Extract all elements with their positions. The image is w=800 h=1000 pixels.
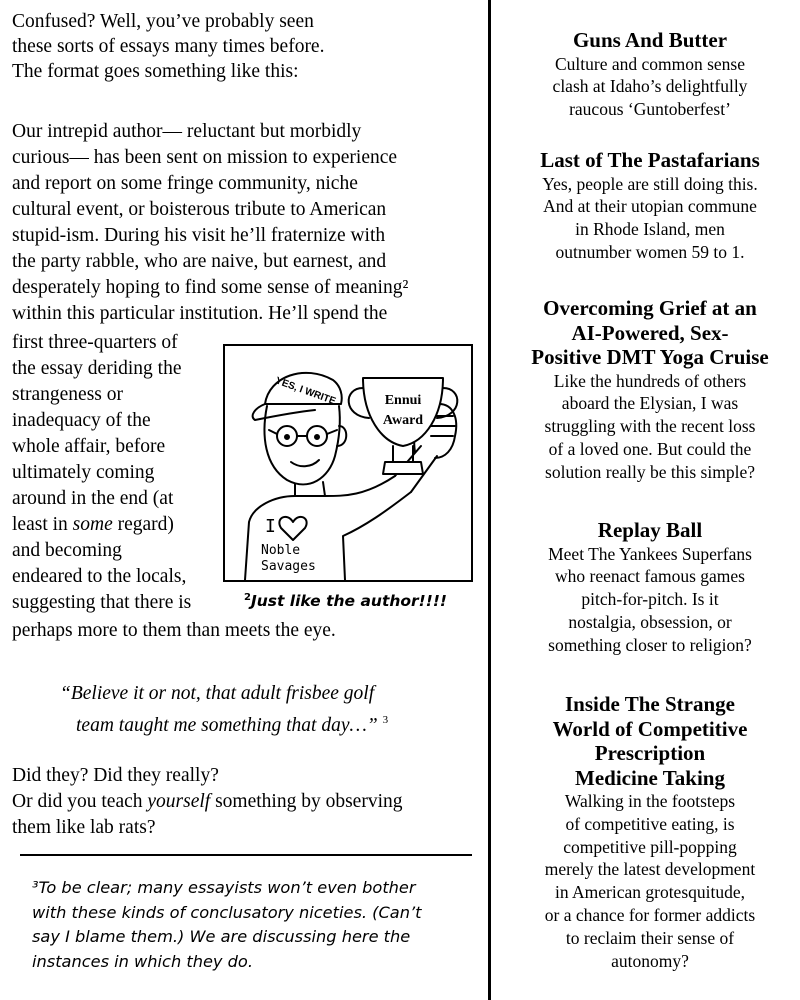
para2-narrow-8: [12, 513, 174, 538]
para2-line4: cultural event, or boisterous tribute to American: [12, 199, 387, 220]
article-desc-line: clash at Idaho’s delightfully: [552, 76, 748, 97]
article-desc-line: outnumber women 59 to 1.: [555, 241, 745, 262]
article-desc-line: struggling with the recent loss: [544, 416, 756, 437]
footnote-line1: ³To be clear; many essayists won’t even bother: [32, 878, 416, 897]
article-desc-line: in Rhode Island, men: [575, 219, 725, 240]
hat-text: YES, I WRITE: [273, 375, 338, 408]
article-desc-line: or a chance for former addicts: [544, 904, 756, 925]
article-title-line[interactable]: World of Competitive: [552, 716, 748, 741]
shirt-text-2: Noble: [261, 543, 301, 558]
trophy-text-2: Award: [382, 413, 424, 428]
column-divider: [488, 0, 491, 1000]
article-desc-line: competitive pill-popping: [563, 836, 737, 857]
article-title[interactable]: Last of The Pastafarians: [540, 148, 760, 172]
trophy-text-1: Ennui: [384, 393, 422, 408]
article-title-line[interactable]: Positive DMT Yoga Cruise: [531, 345, 769, 369]
article-desc-line: Yes, people are still doing this.: [542, 173, 758, 194]
shirt-text-1: I: [265, 516, 276, 537]
article-title-line[interactable]: Overcoming Grief at an: [543, 296, 757, 320]
para2-line2: curious— has been sent on mission to experience: [12, 147, 398, 168]
article-desc-line: nostalgia, obsession, or: [568, 611, 732, 632]
article-replay-ball[interactable]: [500, 518, 800, 656]
quote-footnote-marker: 3: [382, 714, 389, 726]
article-title[interactable]: Guns And Butter: [572, 28, 728, 52]
para2-line1: Our intrepid author— reluctant but morbidly: [12, 121, 362, 142]
article-guns-and-butter[interactable]: [500, 28, 800, 121]
article-desc-line: something closer to religion?: [548, 634, 752, 655]
article-desc-line: of a loved one. But could the: [548, 438, 752, 459]
article-desc-line: in American grotesquitude,: [554, 882, 746, 903]
narrow-8-emphasis: some: [72, 514, 113, 535]
para2-narrow-5: whole affair, before: [12, 436, 166, 457]
article-desc-line: to reclaim their sense of: [565, 927, 735, 948]
quote-line1: “Believe it or not, that adult frisbee golf: [60, 683, 375, 704]
para2-narrow-3: strangeness or: [12, 384, 124, 405]
footnote-3: [32, 876, 472, 974]
para2-line7: desperately hoping to find some sense of meaning²: [12, 277, 409, 298]
para2-narrow-4: inadequacy of the: [12, 410, 151, 431]
article-overcoming-grief[interactable]: [500, 296, 800, 483]
article-desc-line: solution really be this simple?: [545, 461, 755, 482]
para1-line2: these sorts of essays many times before.: [12, 36, 325, 57]
para3-line2-b: something by observing: [210, 791, 403, 812]
article-desc-line: And at their utopian commune: [543, 196, 757, 217]
article-title-line[interactable]: Prescription: [594, 741, 706, 765]
footnote-line4: instances in which they do.: [32, 951, 253, 971]
article-last-of-the-pastafarians[interactable]: [500, 148, 800, 264]
para2-narrow-1: first three-quarters of: [12, 332, 178, 353]
narrow-8-after: regard): [112, 514, 174, 535]
quote-line2: team taught me something that day…”: [76, 714, 378, 736]
article-title-line[interactable]: Medicine Taking: [575, 765, 725, 790]
cartoon-illustration: [223, 344, 473, 582]
para2-line5: stupid-ism. During his visit he’ll fraternize with: [12, 225, 386, 246]
article-desc-line: who reenact famous games: [555, 566, 745, 587]
para3-line3: them like lab rats?: [12, 817, 156, 838]
cartoon-caption: [244, 592, 447, 610]
para2-narrow-11: suggesting that there is: [12, 592, 192, 613]
para2-line8: within this particular institution. He’ll spend the: [12, 303, 388, 324]
article-desc-line: merely the latest development: [544, 859, 756, 880]
narrow-8-text: least in: [12, 514, 68, 535]
para2-narrow-2: the essay deriding the: [12, 358, 182, 379]
pull-quote: [60, 680, 388, 739]
shirt-text-3: Savages: [261, 559, 316, 574]
article-desc-line: Walking in the footsteps: [564, 791, 736, 811]
article-desc-line: autonomy?: [611, 950, 689, 971]
cartoon-drawing: [225, 346, 471, 580]
para2-last: perhaps more to them than meets the eye.: [12, 620, 336, 641]
para1-line3: The format goes something like this:: [12, 61, 299, 82]
footnote-line3: say I blame them.) We are discussing here the: [32, 927, 411, 947]
article-title-line[interactable]: AI-Powered, Sex-: [571, 320, 729, 345]
footnote-divider: [20, 854, 472, 856]
caption-text: Just like the author!!!!: [250, 592, 447, 611]
para2-line6: the party rabble, who are naive, but earnest, and: [12, 251, 387, 272]
para1-line1: Confused? Well, you’ve probably seen: [12, 11, 314, 32]
article-title[interactable]: Replay Ball: [597, 518, 703, 542]
para2-narrow-7: around in the end (at: [12, 488, 174, 509]
para3-line1: Did they? Did they really?: [12, 765, 219, 786]
article-desc-line: pitch-for-pitch. Is it: [581, 589, 719, 610]
para2-line3: and report on some fringe community, niche: [12, 173, 358, 194]
article-desc-line: Culture and common sense: [554, 53, 746, 74]
footnote-line2: with these kinds of conclusatory niceties. (Can’t: [32, 902, 422, 922]
para2-narrow-9: and becoming: [12, 540, 122, 561]
para3-emphasis: yourself: [147, 791, 211, 812]
article-desc-line: aboard the Elysian, I was: [561, 393, 739, 414]
para3-line2: [12, 790, 403, 815]
caption-sup: 2: [244, 592, 251, 603]
article-desc-line: Like the hundreds of others: [553, 370, 747, 391]
para2-narrow-10: endeared to the locals,: [12, 566, 187, 587]
article-competitive-prescription[interactable]: [500, 692, 800, 972]
para3-line2-a: Or did you teach: [12, 791, 148, 812]
article-title-line[interactable]: Inside The Strange: [565, 692, 735, 716]
para2-narrow-6: ultimately coming: [12, 462, 155, 483]
article-desc-line: raucous ‘Guntoberfest’: [569, 99, 731, 120]
article-desc-line: of competitive eating, is: [565, 813, 735, 834]
article-desc-line: Meet The Yankees Superfans: [548, 543, 752, 564]
